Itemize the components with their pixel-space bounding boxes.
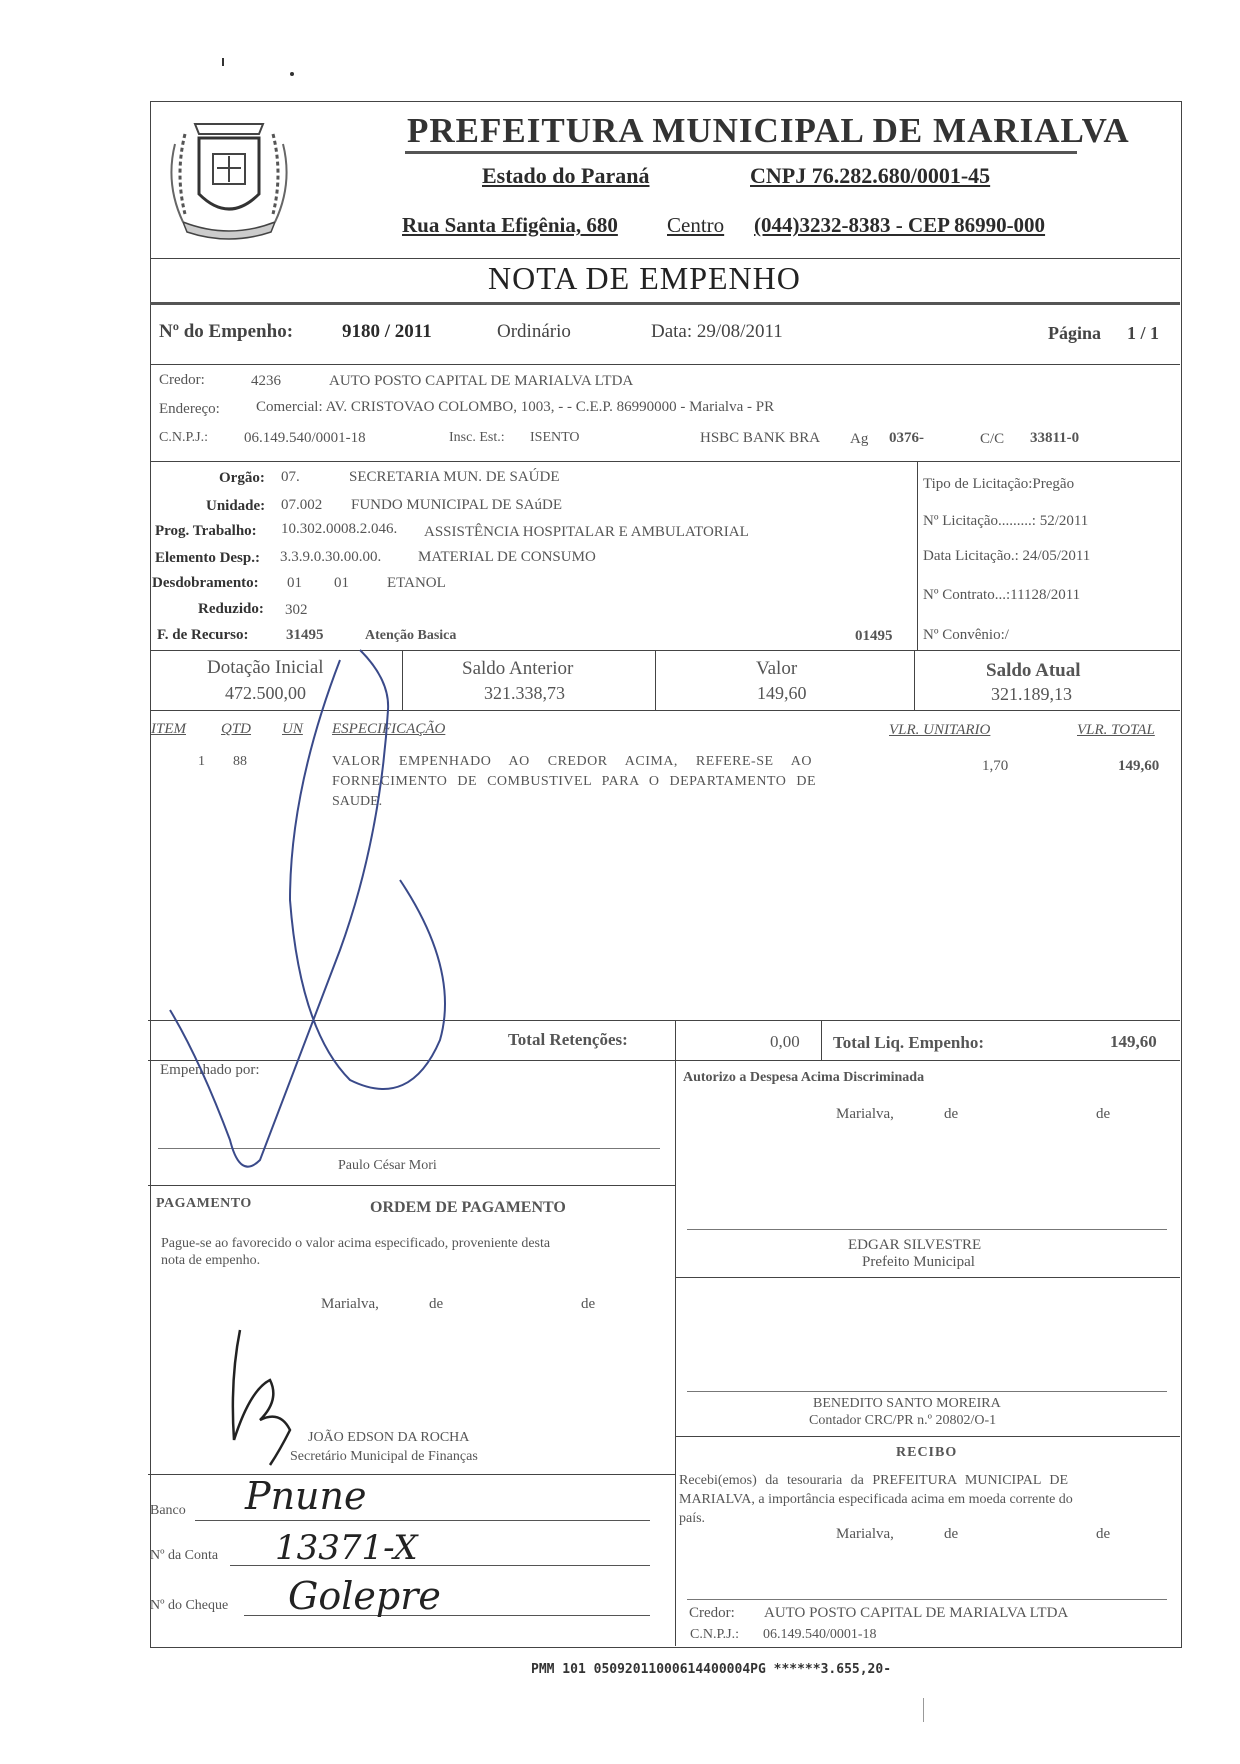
saldo-anterior-label: Saldo Anterior [462, 658, 574, 679]
creditor-label: Credor: [159, 372, 205, 388]
signature-line [687, 1599, 1167, 1600]
banco-label: Banco [150, 1503, 186, 1518]
reduzido-value: 302 [285, 602, 308, 618]
bank-name: HSBC BANK BRA [700, 430, 821, 446]
field-line [195, 1520, 650, 1521]
scan-mark [290, 72, 294, 76]
totals-divider [821, 1020, 822, 1060]
divider [675, 1277, 1180, 1278]
center-divider [675, 1060, 676, 1646]
fonte-name: Atenção Basica [365, 628, 457, 643]
recibo-credor-label: Credor: [689, 1605, 735, 1621]
prog-label: Prog. Trabalho: [155, 523, 257, 539]
desdobramento-code-a: 01 [287, 575, 302, 591]
reduzido-label: Reduzido: [198, 601, 264, 617]
recibo-label: RECIBO [896, 1445, 958, 1460]
prefeito-name: EDGAR SILVESTRE [848, 1237, 982, 1253]
coat-of-arms-logo [155, 104, 303, 252]
total-liq-value: 149,60 [1110, 1032, 1157, 1051]
licitacao-divider [917, 461, 918, 650]
divider [148, 1474, 675, 1475]
dotacao-value: 472.500,00 [225, 683, 306, 703]
address-district: Centro [667, 213, 725, 237]
item-unit-value: 1,70 [982, 758, 1009, 774]
total-liq-label: Total Liq. Empenho: [833, 1033, 984, 1052]
empenhado-por-name: Paulo César Mori [338, 1158, 437, 1173]
unidade-name: FUNDO MUNICIPAL DE SAúDE [351, 497, 562, 513]
place-date-city: Marialva, [321, 1296, 379, 1312]
page-label: Página [1048, 323, 1102, 343]
signature-stroke [220, 1320, 320, 1470]
licitacao-contrato: Nº Contrato...:11128/2011 [923, 587, 1081, 603]
total-retencoes-label: Total Retenções: [508, 1030, 628, 1049]
place-date-de: de [944, 1106, 959, 1122]
creditor-name: AUTO POSTO CAPITAL DE MARIALVA LTDA [329, 373, 634, 389]
item-qtd: 88 [233, 754, 247, 769]
secretario-name: JOÃO EDSON DA ROCHA [308, 1430, 470, 1445]
col-header-un: UN [282, 721, 303, 737]
fonte-right-code: 01495 [855, 628, 893, 644]
item-total-value: 149,60 [1118, 758, 1160, 774]
insc-label: Insc. Est.: [449, 430, 505, 445]
creditor-code: 4236 [251, 373, 281, 389]
place-date-city: Marialva, [836, 1526, 894, 1542]
item-espec-line: FORNECIMENTO DE COMBUSTIVEL PARA O DEPARTAMENTO DE [332, 774, 817, 789]
bank-agency: 0376- [889, 430, 924, 446]
orgao-name: SECRETARIA MUN. DE SAÚDE [349, 469, 560, 485]
desdobramento-code-b: 01 [334, 575, 349, 591]
empenho-date: Data: 29/08/2011 [651, 321, 783, 342]
saldo-atual-value: 321.189,13 [991, 684, 1072, 704]
divider [675, 1436, 1180, 1437]
creditor-cnpj: 06.149.540/0001-18 [244, 430, 366, 446]
address-label: Endereço: [159, 401, 220, 417]
empenho-number-label: Nº do Empenho: [159, 321, 294, 342]
autorizo-label: Autorizo a Despesa Acima Discriminada [683, 1070, 925, 1085]
saldo-anterior-value: 321.338,73 [484, 683, 565, 703]
unidade-code: 07.002 [281, 497, 323, 513]
page-number: 1 / 1 [1127, 323, 1160, 343]
licitacao-tipo: Tipo de Licitação:Pregão [923, 476, 1075, 492]
totals-divider [675, 1020, 676, 1060]
valor-value: 149,60 [757, 683, 807, 703]
place-date-de: de [1096, 1526, 1111, 1542]
conta-handwritten: 13371-X [275, 1528, 418, 1568]
orgao-code: 07. [281, 469, 300, 485]
valor-label: Valor [756, 658, 798, 679]
desdobramento-label: Desdobramento: [152, 575, 259, 591]
col-header-espec: ESPECIFICAÇÃO [332, 721, 446, 737]
recibo-text: país. [679, 1511, 706, 1526]
scan-mark [923, 1698, 926, 1722]
state-label: Estado do Paraná [482, 163, 650, 188]
saldo-atual-label: Saldo Atual [986, 660, 1081, 681]
prog-name: ASSISTÊNCIA HOSPITALAR E AMBULATORIAL [424, 524, 749, 540]
address-street: Rua Santa Efigênia, 680 [402, 213, 618, 237]
orgao-label: Orgão: [219, 470, 265, 486]
elemento-code: 3.3.9.0.30.00.00. [280, 549, 382, 565]
pague-se-text: Pague-se ao favorecido o valor acima especificado, proveniente desta [161, 1236, 551, 1251]
recibo-text: MARIALVA, a importância especificada acima em moeda corrente do [679, 1492, 1073, 1507]
recibo-text: Recebi(emos) da tesouraria da PREFEITURA MUNICIPAL DE [679, 1473, 1069, 1488]
signature-line [687, 1391, 1167, 1392]
fonte-label: F. de Recurso: [157, 627, 249, 643]
prog-code: 10.302.0008.2.046. [281, 521, 398, 537]
place-date-city: Marialva, [836, 1106, 894, 1122]
creditor-cnpj-label: C.N.P.J.: [159, 430, 209, 445]
pagamento-label: PAGAMENTO [156, 1196, 252, 1211]
elemento-label: Elemento Desp.: [155, 550, 260, 566]
conta-label: Nº da Conta [150, 1548, 219, 1563]
place-date-de: de [429, 1296, 444, 1312]
place-date-de: de [581, 1296, 596, 1312]
desdobramento-name: ETANOL [387, 575, 446, 591]
ordem-pagamento-label: ORDEM DE PAGAMENTO [370, 1199, 566, 1216]
balance-divider [914, 650, 915, 710]
item-espec-line: VALOR EMPENHADO AO CREDOR ACIMA, REFERE-SE AO [332, 754, 813, 769]
contador-name: BENEDITO SANTO MOREIRA [813, 1396, 1001, 1411]
secretario-role: Secretário Municipal de Finanças [290, 1449, 478, 1464]
scan-mark [222, 58, 224, 66]
recibo-cnpj: 06.149.540/0001-18 [763, 1627, 877, 1642]
bank-account-label: C/C [980, 431, 1005, 447]
divider [150, 258, 1180, 259]
cheque-label: Nº do Cheque [150, 1598, 229, 1613]
divider [150, 302, 1180, 305]
title-underline [405, 151, 1077, 154]
prefeito-role: Prefeito Municipal [862, 1254, 975, 1270]
creditor-address: Comercial: AV. CRISTOVAO COLOMBO, 1003, - - C.E.P. 86990000 - Marialva - PR [256, 399, 775, 415]
col-header-unit: VLR. UNITARIO [889, 722, 991, 738]
divider [150, 461, 1180, 462]
cheque-handwritten: Golepre [288, 1574, 441, 1618]
col-header-qtd: QTD [221, 721, 252, 737]
licitacao-convenio: Nº Convênio:/ [923, 627, 1009, 643]
cnpj-label: CNPJ 76.282.680/0001-45 [750, 163, 991, 188]
col-header-item: ITEM [151, 721, 186, 737]
empenho-type: Ordinário [497, 321, 571, 342]
divider [150, 364, 1180, 365]
total-retencoes-value: 0,00 [770, 1032, 800, 1051]
col-header-total: VLR. TOTAL [1077, 722, 1155, 738]
bank-account: 33811-0 [1030, 430, 1080, 446]
address-phone-cep: (044)3232-8383 - CEP 86990-000 [754, 213, 1046, 237]
elemento-name: MATERIAL DE CONSUMO [418, 549, 596, 565]
licitacao-data: Data Licitação.: 24/05/2011 [923, 548, 1091, 564]
document-title: NOTA DE EMPENHO [488, 260, 801, 296]
place-date-de: de [1096, 1106, 1111, 1122]
insc-value: ISENTO [530, 430, 580, 445]
item-espec-line: SAUDE. [332, 794, 383, 809]
recibo-cnpj-label: C.N.P.J.: [690, 1627, 740, 1642]
bank-agency-label: Ag [850, 431, 869, 447]
recibo-credor-name: AUTO POSTO CAPITAL DE MARIALVA LTDA [764, 1605, 1069, 1621]
unidade-label: Unidade: [206, 498, 266, 514]
item-number: 1 [198, 754, 205, 769]
balance-divider [655, 650, 656, 710]
pague-se-text: nota de empenho. [161, 1253, 261, 1268]
dotacao-label: Dotação Inicial [207, 657, 324, 678]
empenho-number: 9180 / 2011 [342, 321, 432, 342]
licitacao-numero: Nº Licitação.........: 52/2011 [923, 513, 1089, 529]
signature-line [687, 1229, 1167, 1230]
fonte-code: 31495 [286, 627, 324, 643]
contador-role: Contador CRC/PR n.º 20802/O-1 [809, 1413, 997, 1428]
place-date-de: de [944, 1526, 959, 1542]
signature-stroke [140, 640, 480, 1190]
footer-code: PMM 101 05092011000614400004PG ******3.655,20- [531, 1662, 892, 1677]
banco-handwritten: Pnune [245, 1474, 367, 1518]
empenhado-por-label: Empenhado por: [160, 1062, 260, 1078]
page-title: PREFEITURA MUNICIPAL DE MARIALVA [407, 111, 1130, 150]
